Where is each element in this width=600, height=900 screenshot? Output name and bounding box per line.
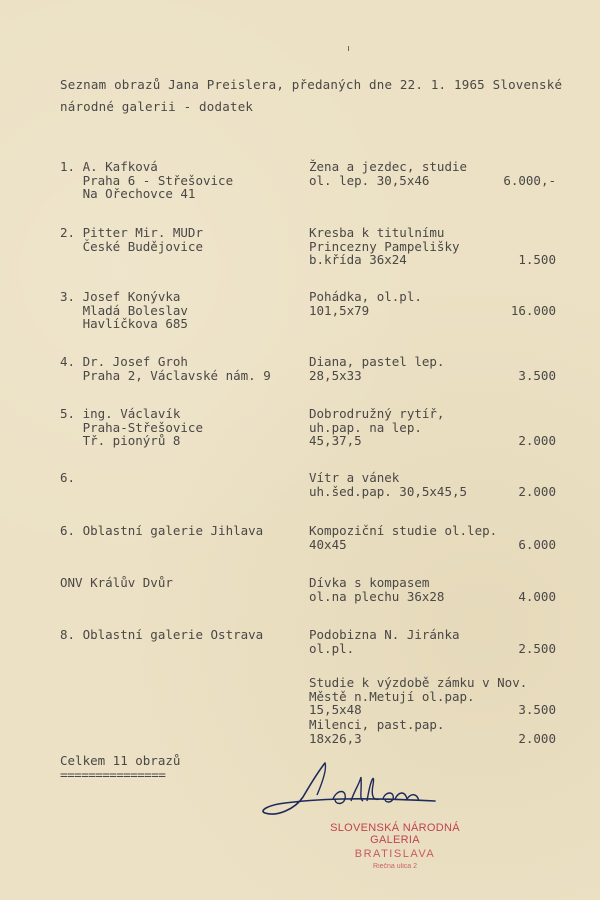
- price-cell: 2.500: [518, 640, 556, 656]
- artwork-line: Městě n.Metují ol.pap.: [309, 688, 475, 704]
- owner-line: 5. ing. Václavík: [60, 406, 181, 421]
- stamp-city: BRATISLAVA: [354, 848, 436, 860]
- document-title: [60, 74, 580, 118]
- owner-cell: [60, 355, 300, 382]
- artwork-line: 18x26,3: [309, 730, 362, 746]
- owner-line: 4. Dr. Josef Groh: [60, 354, 188, 369]
- artwork-line: Studie k výzdobě zámku v Nov.: [309, 675, 528, 690]
- owner-line: Havlíčkova 685: [60, 316, 188, 331]
- owner-line: 1. A. Kafková: [60, 159, 158, 174]
- owner-cell: [60, 290, 300, 331]
- price-cell: 6.000: [518, 536, 556, 552]
- owner-line: 6. Oblastní galerie Jihlava: [60, 523, 264, 538]
- price-cell: 6.000,-: [503, 172, 556, 188]
- artwork-line: ol.na plechu 36x28: [309, 588, 445, 604]
- owner-line: 2. Pitter Mir. MUDr: [60, 225, 203, 240]
- artwork-line: 45,37,5: [309, 433, 362, 448]
- owner-line: Na Ořechovce 41: [60, 186, 196, 201]
- price-cell: 2.000: [518, 730, 556, 746]
- stamp-address: Riečna ulica 2: [373, 863, 417, 870]
- title-line-1: Seznam obrazů Jana Preislera, předaných dne 22. 1. 1965 Slovenské: [60, 77, 563, 92]
- artwork-line: Milenci, past.pap.: [309, 717, 445, 732]
- paper-fleck: [348, 46, 349, 51]
- price-cell: 16.000: [510, 302, 556, 318]
- artwork-line: 40x45: [309, 536, 347, 552]
- artwork-line: Diana, pastel lep.: [309, 354, 445, 369]
- artwork-line: Princezny Pampelišky: [309, 238, 460, 254]
- owner-cell: [60, 226, 300, 253]
- price-cell: 2.000: [518, 483, 556, 499]
- price-cell: 4.000: [518, 588, 556, 604]
- total-underline: ===============: [60, 767, 166, 782]
- artwork-line: uh.pap. na lep.: [309, 419, 422, 435]
- artwork-line: Dívka s kompasem: [309, 575, 430, 590]
- title-line-2: národné galerii - dodatek: [60, 99, 254, 114]
- price-cell: 3.500: [518, 367, 556, 383]
- gallery-stamp: [305, 822, 485, 870]
- price-cell: 2.000: [518, 433, 556, 448]
- owner-line: 3. Josef Konývka: [60, 289, 181, 304]
- owner-line: Mladá Boleslav: [60, 302, 188, 318]
- total-label: Celkem 11 obrazů: [60, 753, 181, 768]
- handwritten-signature: [255, 755, 445, 825]
- artwork-line: b.křída 36x24: [309, 252, 407, 267]
- artwork-line: Kompoziční studie ol.lep.: [309, 523, 498, 538]
- artwork-line: ol. lep. 30,5x46: [309, 172, 430, 188]
- artwork-line: Žena a jezdec, studie: [309, 159, 468, 174]
- owner-cell: [60, 524, 300, 538]
- owner-cell: [60, 407, 300, 448]
- price-cell: 1.500: [518, 252, 556, 267]
- owner-cell: [60, 576, 300, 590]
- owner-line: České Budějovice: [60, 238, 203, 254]
- price-cell: 3.500: [518, 702, 556, 717]
- artwork-line: ol.pl.: [309, 640, 355, 656]
- artwork-line: Pohádka, ol.pl.: [309, 289, 422, 304]
- artwork-line: Podobizna N. Jiránka: [309, 627, 460, 642]
- artwork-line: Kresba k titulnímu: [309, 225, 445, 240]
- owner-line: Praha 2, Václavské nám. 9: [60, 367, 271, 383]
- stamp-institution: SLOVENSKÁ NÁRODNÁ GALERIA: [330, 822, 460, 846]
- owner-cell: [60, 628, 300, 642]
- artwork-line: 28,5x33: [309, 367, 362, 383]
- artwork-line: Vítr a vánek: [309, 470, 400, 485]
- owner-line: Praha 6 - Střešovice: [60, 172, 234, 188]
- owner-line: Tř. pionýrů 8: [60, 433, 181, 448]
- owner-line: Praha-Střešovice: [60, 419, 203, 435]
- artwork-line: 15,5x48: [309, 702, 362, 717]
- owner-cell: [60, 160, 300, 201]
- artwork-line: 101,5x79: [309, 302, 370, 318]
- owner-line: 8. Oblastní galerie Ostrava: [60, 627, 264, 642]
- artwork-line: uh.šed.pap. 30,5x45,5: [309, 483, 468, 499]
- owner-line: ONV Králův Dvůr: [60, 575, 173, 590]
- owner-line: 6.: [60, 470, 76, 485]
- artwork-line: Dobrodružný rytíř,: [309, 406, 445, 421]
- owner-cell: [60, 471, 300, 485]
